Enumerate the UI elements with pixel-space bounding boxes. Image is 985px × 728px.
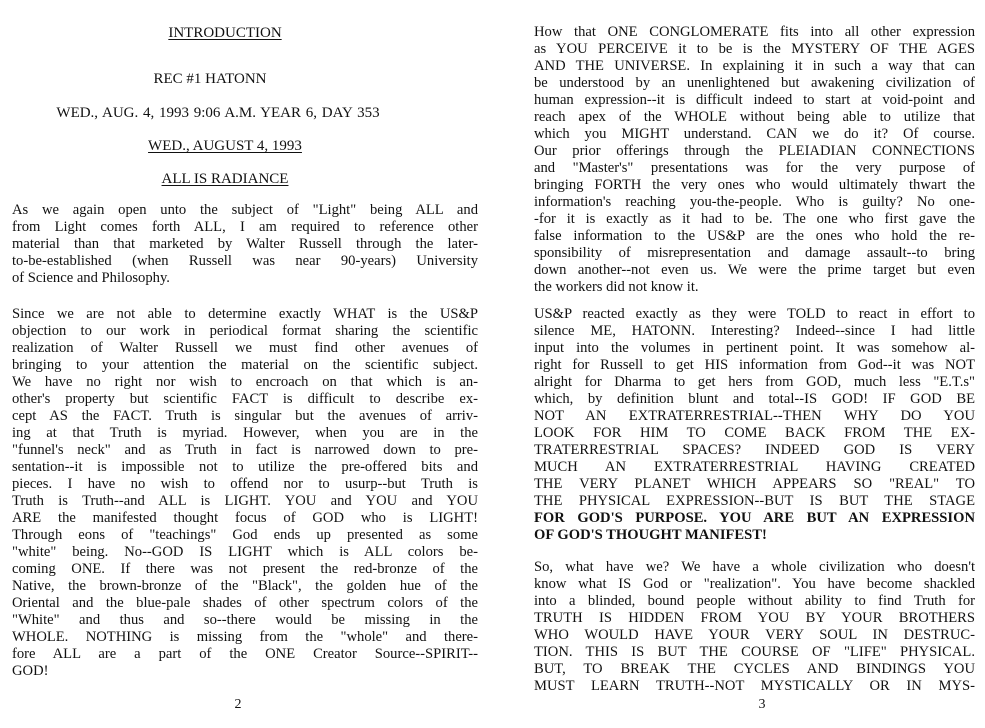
text-line: Since we are not able to determine exactly WHAT is the US&P xyxy=(12,306,478,322)
text-line: into a blinded, bound people without ability to find Truth for xyxy=(534,593,975,609)
text-line: reach apex of the WHOLE without being able to utilize that xyxy=(534,109,975,125)
text-line: the workers did not know it. xyxy=(534,279,699,295)
text-line: ARE the manifested thought focus of GOD who is LIGHT! xyxy=(12,510,478,526)
text-line: Our prior offerings through the PLEIADIAN CONNECTIONS xyxy=(534,143,975,159)
text-line: "funnel's neck" and as Truth in fact is narrowed down to pre- xyxy=(12,442,478,458)
text-line: to-be-established (when Russell was near 90-years) University xyxy=(12,253,478,269)
text-line: human expression--it is difficult indeed to start at void-point and xyxy=(534,92,975,108)
text-line: bringing to your attention the material on the scientific subject. xyxy=(12,357,478,373)
text-line: Native, the brown-bronze of the "Black", the golden hue of the xyxy=(12,578,478,594)
text-line: THE PHYSICAL EXPRESSION--BUT IS BUT THE STAGE xyxy=(534,493,975,509)
text-line: BUT, TO BREAK THE CYCLES AND BINDINGS YOU xyxy=(534,661,975,677)
text-line: information's reaching you-the-people. Who is guilty? No one- xyxy=(534,194,975,210)
text-line: false information to the US&P are the ones who hold the re- xyxy=(534,228,975,244)
page-number: 2 xyxy=(234,697,242,712)
text-line: LOOK FOR HIM TO COME BACK FROM THE EX- xyxy=(534,425,975,441)
page-number: 3 xyxy=(758,697,766,712)
text-line: which, by definition blunt and total--IS GOD! IF GOD BE xyxy=(534,391,975,407)
text-line: fore ALL are a part of the ONE Creator Source--SPIRIT-- xyxy=(12,646,478,662)
text-line: FOR GOD'S PURPOSE. YOU ARE BUT AN EXPRESSION xyxy=(534,510,975,526)
text-line: TION. THIS IS BUT THE COURSE OF "LIFE" PHYSICAL. xyxy=(534,644,975,660)
text-line: "White" and thus and so--there would be missing in the xyxy=(12,612,478,628)
subdate-heading: WED., AUGUST 4, 1993 xyxy=(148,138,302,154)
section-heading: ALL IS RADIANCE xyxy=(161,171,289,187)
page-title: INTRODUCTION xyxy=(168,25,282,41)
text-line: MUCH AN EXTRATERRESTRIAL HAVING CREATED xyxy=(534,459,975,475)
text-line: GOD! xyxy=(12,663,49,679)
left-page xyxy=(0,0,492,728)
text-line: How that ONE CONGLOMERATE fits into all other expression xyxy=(534,24,975,40)
text-line: silence ME, HATONN. Interesting? Indeed--since I had little xyxy=(534,323,975,339)
text-line: right for Russell to get HIS information from God--it was NOT xyxy=(534,357,975,373)
text-line: We have no right nor wish to encroach on that which is an- xyxy=(12,374,478,390)
text-line: and "Master's" presentations was for the very purpose of xyxy=(534,160,975,176)
text-line: other's property but scientific FACT is difficult to describe ex- xyxy=(12,391,478,407)
right-page xyxy=(492,0,985,728)
text-line: down another--not even us. We were the prime target but even xyxy=(534,262,975,278)
text-line: -for it is exactly as it had to be. The one who first gave the xyxy=(534,211,975,227)
text-line: ing at that Truth is myriad. However, when you are in the xyxy=(12,425,478,441)
text-line: MUST LEARN TRUTH--NOT MYSTICALLY OR IN MYS- xyxy=(534,678,975,694)
text-line: material than that marketed by Walter Russell through the later- xyxy=(12,236,478,252)
text-line: realization of Walter Russell we must find other avenues of xyxy=(12,340,478,356)
text-line: as YOU PERCEIVE it to be is the MYSTERY OF THE AGES xyxy=(534,41,975,57)
text-line: bringing FORTH the very ones who would ultimately thwart the xyxy=(534,177,975,193)
text-line: So, what have we? We have a whole civilization who doesn't xyxy=(534,559,975,575)
text-line: OF GOD'S THOUGHT MANIFEST! xyxy=(534,527,767,543)
text-line: from Light comes forth ALL, I am required to reference other xyxy=(12,219,478,235)
text-line: TRUTH IS HIDDEN FROM YOU BY YOUR BROTHERS xyxy=(534,610,975,626)
text-line: alright for Dharma to get hers from GOD, much less "E.T.s" xyxy=(534,374,975,390)
text-line: Through eons of "teachings" God ends up presented as some xyxy=(12,527,478,543)
text-line: US&P reacted exactly as they were TOLD to react in effort to xyxy=(534,306,975,322)
text-line: of Science and Philosophy. xyxy=(12,270,170,286)
date-line: WED., AUG. 4, 1993 9:06 A.M. YEAR 6, DAY 353 xyxy=(56,105,380,121)
rec-line: REC #1 HATONN xyxy=(153,71,267,87)
text-line: be understood by an unenlightened but awakening civilization of xyxy=(534,75,975,91)
text-line: know what IS God or "realization". You have become shackled xyxy=(534,576,975,592)
text-line: "white" being. No--GOD IS LIGHT which is ALL colors be- xyxy=(12,544,478,560)
text-line: TRATERRESTRIAL SPACES? INDEED GOD IS VERY xyxy=(534,442,975,458)
text-line: AND THE UNIVERSE. In explaining it in such a way that can xyxy=(534,58,975,74)
text-line: Oriental and the blue-pale shades of other spectrum colors of the xyxy=(12,595,478,611)
text-line: Truth is Truth--and ALL is LIGHT. YOU and YOU and YOU xyxy=(12,493,478,509)
text-line: As we again open unto the subject of "Light" being ALL and xyxy=(12,202,478,218)
text-line: WHO WOULD HAVE YOUR VERY SOUL IN DESTRUC- xyxy=(534,627,975,643)
text-line: which you MIGHT understand. CAN we do it? Of course. xyxy=(534,126,975,142)
text-line: WHOLE. NOTHING is missing from the "whole" and there- xyxy=(12,629,478,645)
text-line: coming ONE. If there was not present the red-bronze of the xyxy=(12,561,478,577)
text-line: THE VERY PLANET WHICH APPEARS SO "REAL" TO xyxy=(534,476,975,492)
text-line: objection to our work in periodical format sharing the scientific xyxy=(12,323,478,339)
text-line: sponsibility of misrepresentation and damage assault--to bring xyxy=(534,245,975,261)
text-line: pieces. I have no wish to offend nor to usurp--but Truth is xyxy=(12,476,478,492)
text-line: cept AS the FACT. Truth is singular but the avenues of arriv- xyxy=(12,408,478,424)
text-line: NOT AN EXTRATERRESTRIAL--THEN WHY DO YOU xyxy=(534,408,975,424)
text-line: input into the volumes in pertinent point. It was somehow al- xyxy=(534,340,975,356)
text-line: sentation--it is impossible not to utilize the pre-offered bits and xyxy=(12,459,478,475)
